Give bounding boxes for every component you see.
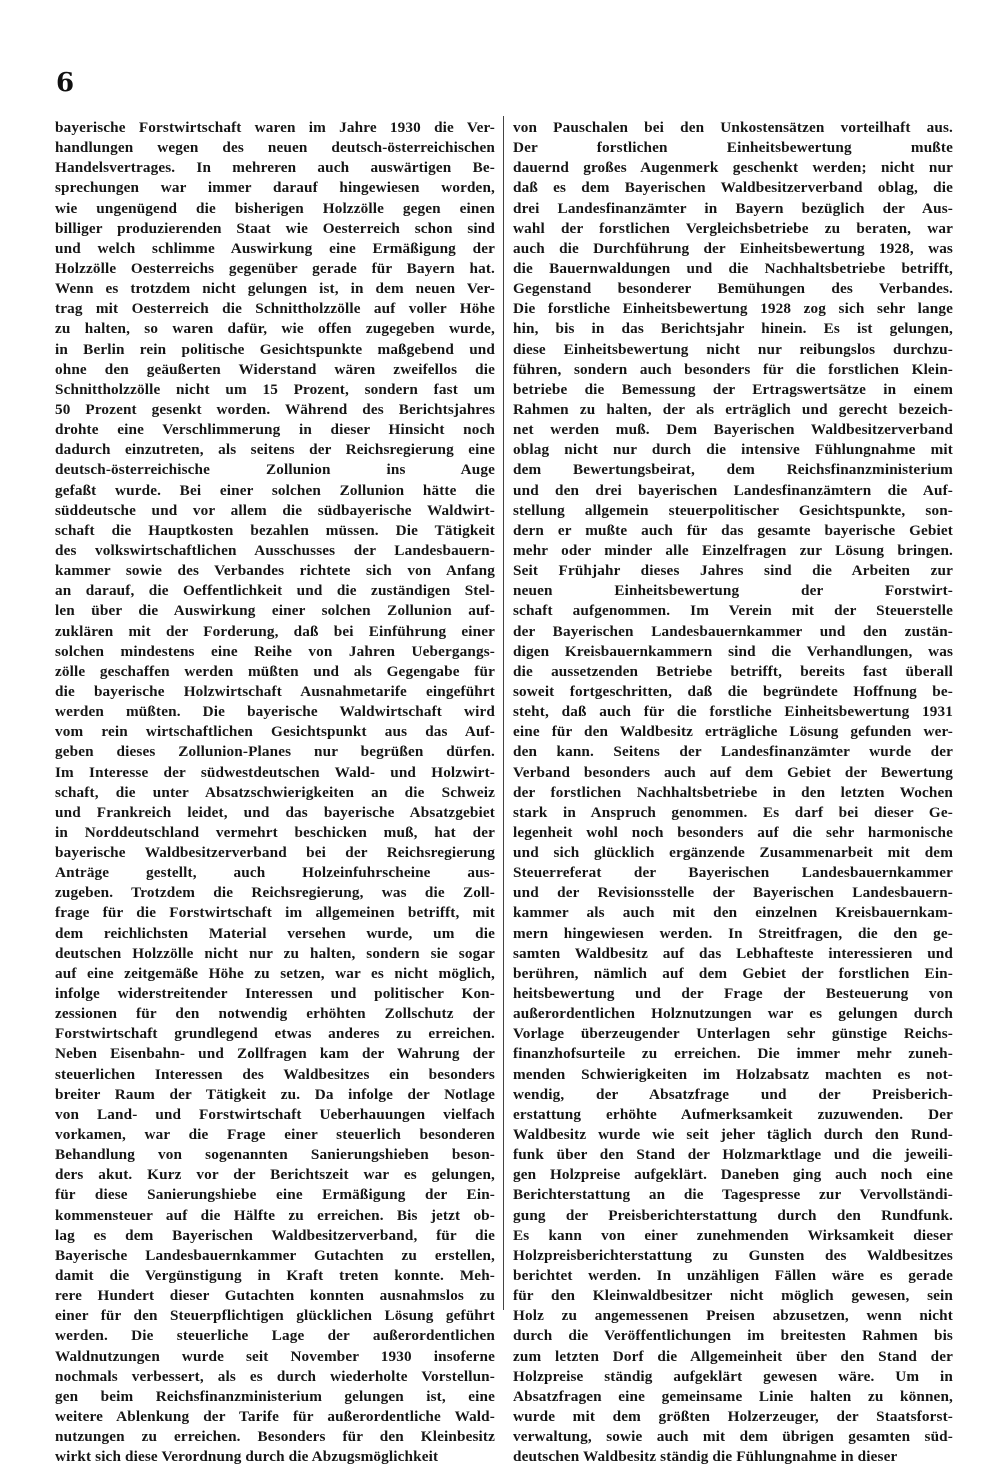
- text-line: menden Schwierigkeiten im Holzabsatz machten es not-: [513, 1065, 953, 1083]
- text-line: kommensteuer auf die Hälfte zu erreichen. Bis jetzt ob-: [55, 1206, 495, 1224]
- text-line: Steuerreferat der Bayerischen Landesbauernkammer: [513, 864, 953, 882]
- text-line: mern hingewiesen werden. In Streitfragen, die den ge-: [513, 924, 953, 942]
- text-line: süddeutsche und vor allem die südbayerische Waldwirt-: [55, 501, 495, 519]
- text-line: ohne den geäußerten Widerstand wären zweifellos die: [55, 360, 495, 378]
- text-line: kammer sowie des Verbandes richtete sich von Anfang: [55, 562, 495, 580]
- text-line: eine für den Waldbesitz erträgliche Lösung gefunden wer-: [513, 723, 953, 741]
- text-line: Waldbesitz wurde wie seit jeher täglich durch den Rund-: [513, 1126, 953, 1144]
- text-line: zu halten, so waren dafür, wie offen zugegeben wurde,: [55, 320, 495, 338]
- text-line: zessionen für den notwendig erhöhten Zollschutz der: [55, 1005, 495, 1023]
- text-line: stark in Anspruch genommen. Es darf bei dieser Ge-: [513, 803, 953, 821]
- text-line: Absatzfragen eine gemeinsame Linie halten zu können,: [513, 1387, 953, 1405]
- text-line: Der forstlichen Einheitsbewertung mußte: [513, 139, 953, 157]
- text-line: Verband besonders auch auf dem Gebiet der Bewertung: [513, 763, 953, 781]
- page-number: 6: [56, 68, 75, 98]
- text-line: der Bayerischen Landesbauernkammer und den zustän-: [513, 622, 953, 640]
- text-line: zölle geschaffen werden müßten und als Gegengabe für: [55, 662, 495, 680]
- text-line: der forstlichen Nachhaltsbetriebe in den letzten Wochen: [513, 783, 953, 801]
- text-line: Die forstliche Einheitsbewertung 1928 zog sich sehr lange: [513, 300, 953, 318]
- text-line: daß es dem Bayerischen Waldbesitzerverband oblag, die: [513, 179, 953, 197]
- text-line: die bayerische Holzwirtschaft Ausnahmetarife eingeführt: [55, 682, 495, 700]
- text-line: schaft aufgenommen. Im Verein mit der Steuerstelle: [513, 602, 953, 620]
- text-line: dern er mußte auch für das gesamte bayerische Gebiet: [513, 521, 953, 539]
- text-line: Schnittholzzölle nicht um 15 Prozent, sondern fast um: [55, 380, 495, 398]
- text-line: Gegenstand besonderer Bemühungen des Verbandes.: [513, 280, 953, 298]
- text-line: net werden muß. Dem Bayerischen Waldbesitzerverband: [513, 421, 953, 439]
- text-line: außerordentlichen Holznutzungen war es gelungen durch: [513, 1005, 953, 1023]
- text-line: nutzungen zu erreichen. Besonders für den Kleinbesitz: [55, 1428, 495, 1446]
- text-line: infolge widerstreitender Interessen und politischer Kon-: [55, 985, 495, 1003]
- text-line: bayerische Forstwirtschaft waren im Jahre 1930 die Ver-: [55, 119, 495, 136]
- text-line: funk über den Stand der Holzmarktlage und die jeweili-: [513, 1146, 953, 1164]
- text-line: Rahmen zu halten, der als erträglich und gerecht bezeich-: [513, 400, 953, 418]
- text-line: Bayerische Landesbauernkammer Gutachten zu erstellen,: [55, 1246, 495, 1264]
- text-line: für diese Sanierungshiebe eine Ermäßigung der Ein-: [55, 1186, 495, 1204]
- text-line: gefaßt wurde. Bei einer solchen Zollunion hätte die: [55, 481, 495, 499]
- text-line: geben dieses Zollunion-Planes nur begrüßen dürfen.: [55, 743, 495, 761]
- text-line: werden müßten. Die bayerische Waldwirtschaft wird: [55, 703, 495, 721]
- text-line: Wenn es trotzdem nicht gelungen ist, in dem neuen Ver-: [55, 280, 495, 298]
- text-line: zum letzten Dorf die Allgemeinheit über den Stand der: [513, 1347, 953, 1365]
- text-line: trag mit Oesterreich die Schnittholzzölle auf voller Höhe: [55, 300, 495, 318]
- text-line: deutsch-österreichische Zollunion ins Auge: [55, 461, 495, 479]
- text-line: für den Kleinwaldbesitzer nicht möglich gewesen, sein: [513, 1287, 953, 1305]
- text-line: drei Landesfinanzämter in Bayern bezüglich der Aus-: [513, 199, 953, 217]
- text-line: oblag nicht nur durch die intensive Fühlungnahme mit: [513, 441, 953, 459]
- text-line: digen Kreisbauernkammern sind die Verhandlungen, was: [513, 642, 953, 660]
- text-line: einer für den Steuerpflichtigen glücklichen Lösung geführt: [55, 1307, 495, 1325]
- text-line: deutschen Waldbesitz ständig die Fühlungnahme in dieser: [513, 1448, 898, 1466]
- text-line: len über die Auswirkung einer solchen Zollunion auf-: [55, 602, 495, 620]
- text-line: den kann. Seitens der Landesfinanzämter wurde der: [513, 743, 953, 761]
- text-line: Anträge gestellt, auch Holzeinfuhrscheine aus-: [55, 864, 495, 882]
- text-line: Vorlage überzeugender Unterlagen sehr günstige Reichs-: [513, 1025, 953, 1043]
- text-line: des volkswirtschaftlichen Ausschusses der Landesbauern-: [55, 541, 495, 559]
- text-line: gung der Preisberichterstattung durch den Rundfunk.: [513, 1206, 953, 1224]
- text-line: stellung allgemein steuerpolitischer Gesichtspunkte, son-: [513, 501, 953, 519]
- text-line: samten Waldbesitz auf das Lebhafteste interessieren und: [513, 944, 953, 962]
- text-line: 50 Prozent gesenkt worden. Während des Berichtsjahres: [55, 400, 495, 418]
- text-line: Handelsvertrages. In mehreren auch auswärtigen Be-: [55, 159, 495, 177]
- text-line: nochmals verbessert, als es durch wiederholte Vorstellun-: [55, 1367, 495, 1385]
- text-line: in Berlin rein politische Gesichtspunkte maßgebend und: [55, 340, 495, 358]
- text-line: zugeben. Trotzdem die Reichsregierung, was die Zoll-: [55, 884, 495, 902]
- text-line: Forstwirtschaft grundlegend etwas anderes zu erreichen.: [55, 1025, 495, 1043]
- text-line: breiter Raum der Tätigkeit zu. Da infolge der Notlage: [55, 1085, 495, 1103]
- text-line: gen Holzpreise aufgeklärt. Daneben ging auch noch eine: [513, 1166, 953, 1184]
- column-divider: [503, 116, 504, 1310]
- text-line: lag es dem Bayerischen Waldbesitzerverband, für die: [55, 1226, 495, 1244]
- text-line: die Bauernwaldungen und die Nachhaltsbetriebe betrifft,: [513, 259, 953, 277]
- text-line: Im Interesse der südwestdeutschen Wald- und Holzwirt-: [55, 763, 495, 781]
- text-line: dem reichlichsten Material versehen wurde, um die: [55, 924, 495, 942]
- text-line: drohte eine Verschlimmerung in dieser Hinsicht noch: [55, 421, 495, 439]
- text-line: und sich glücklich ergänzende Zusammenarbeit mit dem: [513, 844, 953, 862]
- text-line: durch die Veröffentlichungen im breitesten Rahmen bis: [513, 1327, 953, 1345]
- text-line: berichtet werden. In unzähligen Fällen wäre es gerade: [513, 1267, 953, 1285]
- text-line: verwaltung, sowie auch mit dem übrigen gesamten süd-: [513, 1428, 953, 1446]
- text-line: gen beim Reichsfinanzministerium gelungen ist, eine: [55, 1387, 495, 1405]
- text-line: schaft, die unter Absatzschwierigkeiten an die Schweiz: [55, 783, 495, 801]
- text-line: damit die Vergünstigung in Kraft treten konnte. Meh-: [55, 1267, 495, 1285]
- text-line: führen, sondern auch besonders für die forstlichen Klein-: [513, 360, 953, 378]
- text-line: erstattung erhöhte Aufmerksamkeit zuzuwenden. Der: [513, 1105, 953, 1123]
- text-line: vorkamen, war die Frage einer steuerlich besonderen: [55, 1126, 495, 1144]
- text-line: finanzhofsurteile zu erreichen. Die immer mehr zuneh-: [513, 1045, 953, 1063]
- text-line: Neben Eisenbahn- und Zollfragen kam der Wahrung der: [55, 1045, 495, 1063]
- text-line: Holzpreise ständig aufgeklärt gewesen wäre. Um in: [513, 1367, 953, 1385]
- text-line: handlungen wegen des neuen deutsch-österreichischen: [55, 139, 495, 157]
- text-line: weitere Ablenkung der Tarife für außerordentliche Wald-: [55, 1408, 495, 1425]
- text-line: und Frankreich leidet, und das bayerische Absatzgebiet: [55, 803, 495, 821]
- text-line: wurde mit dem größten Holzerzeuger, der Staatsforst-: [513, 1408, 953, 1425]
- text-line: wirkt sich diese Verordnung durch die Abzugsmöglichkeit: [55, 1448, 439, 1466]
- text-line: an darauf, die Oeffentlichkeit und die zuständigen Stel-: [55, 582, 495, 600]
- text-line: deutschen Holzzölle nicht nur zu halten, sondern sie sogar: [55, 944, 495, 962]
- text-line: neuen Einheitsbewertung der Forstwirt-: [513, 582, 953, 600]
- text-line: dadurch einzutreten, als seitens der Reichsregierung eine: [55, 441, 495, 459]
- text-line: zuklären mit der Forderung, daß bei Einführung einer: [55, 622, 495, 640]
- text-line: berühren, nämlich auf dem Gebiet der forstlichen Ein-: [513, 964, 953, 982]
- text-line: kammer als auch mit den einzelnen Kreisbauernkam-: [513, 904, 953, 922]
- text-line: wendig, der Absatzfrage und der Preisberich-: [513, 1085, 953, 1103]
- text-line: dem Bewertungsbeirat, dem Reichsfinanzministerium: [513, 461, 953, 479]
- text-line: Holzzölle Oesterreichs gegenüber gerade für Bayern hat.: [55, 259, 495, 277]
- text-line: dauernd großes Augenmerk geschenkt werden; nicht nur: [513, 159, 953, 177]
- text-line: Es kann von einer zunehmenden Wirksamkeit dieser: [513, 1226, 953, 1244]
- text-line: auf eine zeitgemäße Höhe zu setzen, war es nicht möglich,: [55, 964, 495, 982]
- text-line: vom rein wirtschaftlichen Gesichtspunkt aus das Auf-: [55, 723, 495, 741]
- text-line: von Land- und Forstwirtschaft Ueberhauungen vielfach: [55, 1105, 495, 1123]
- text-line: steuerlichen Interessen des Waldbesitzes ein besonders: [55, 1065, 495, 1083]
- text-line: rere Hundert dieser Gutachten konnten ausnahmslos zu: [55, 1287, 495, 1305]
- text-line: Behandlung von sogenannten Sanierungshieben beson-: [55, 1146, 495, 1164]
- text-line: wahl der forstlichen Vergleichsbetriebe zu beraten, war: [513, 219, 953, 237]
- text-line: werden. Die steuerliche Lage der außerordentlichen: [55, 1327, 495, 1345]
- text-line: legenheit wohl noch besonders auf die sehr harmonische: [513, 823, 953, 841]
- text-line: schaft die Hauptkosten bezahlen müssen. Die Tätigkeit: [55, 521, 495, 539]
- text-line: und den drei bayerischen Landesfinanzämtern die Auf-: [513, 481, 953, 499]
- text-line: auch die Durchführung der Einheitsbewertung 1928, was: [513, 239, 953, 257]
- text-line: heitsbewertung und der Frage der Besteuerung von: [513, 985, 953, 1003]
- text-line: und der Revisionsstelle der Bayerischen Landesbauern-: [513, 884, 953, 902]
- text-line: mehr oder minder alle Einzelfragen zur Lösung bringen.: [513, 541, 953, 559]
- text-line: billiger produzierenden Staat wie Oesterreich schon sind: [55, 219, 495, 237]
- text-line: Berichterstattung an die Tagespresse zur Vervollständi-: [513, 1186, 953, 1204]
- text-line: Holz zu angemessenen Preisen abzusetzen, wenn nicht: [513, 1307, 953, 1325]
- text-line: Holzpreisberichterstattung zu Gunsten des Waldbesitzes: [513, 1246, 953, 1264]
- text-line: und welch schlimme Auswirkung eine Ermäßigung der: [55, 239, 495, 257]
- text-line: steht, daß auch für die forstliche Einheitsbewertung 1931: [513, 703, 953, 721]
- text-line: bayerische Waldbesitzerverband bei der Reichsregierung: [55, 844, 495, 862]
- text-line: Waldnutzungen wurde seit November 1930 insoferne: [55, 1347, 495, 1365]
- text-line: hin, bis in das Berichtsjahr hinein. Es ist gelungen,: [513, 320, 953, 338]
- text-line: soweit fortgeschritten, daß die begründete Hoffnung be-: [513, 682, 953, 700]
- text-line: wie ungenügend die bisherigen Holzzölle gegen einen: [55, 199, 495, 217]
- text-line: betriebe die Bemessung der Ertragswertsätze in einem: [513, 380, 953, 398]
- text-line: die aussetzenden Betriebe betrifft, bereits fast überall: [513, 662, 953, 680]
- text-line: diese Einheitsbewertung nicht nur reibungslos durchzu-: [513, 340, 953, 358]
- text-line: frage für die Forstwirtschaft im allgemeinen betrifft, mit: [55, 904, 495, 922]
- text-line: Seit Frühjahr dieses Jahres sind die Arbeiten zur: [513, 562, 953, 580]
- text-line: von Pauschalen bei den Unkostensätzen vorteilhaft aus.: [513, 119, 953, 136]
- text-column-right: [513, 118, 953, 1467]
- text-line: solchen mindestens eine Reihe von Jahren Uebergangs-: [55, 642, 495, 660]
- text-line: ders akut. Kurz vor der Berichtszeit war es gelungen,: [55, 1166, 495, 1184]
- text-column-left: [55, 118, 495, 1467]
- text-line: sprechungen war immer darauf hingewiesen worden,: [55, 179, 495, 197]
- text-line: in Norddeutschland vermehrt beschicken muß, hat der: [55, 823, 495, 841]
